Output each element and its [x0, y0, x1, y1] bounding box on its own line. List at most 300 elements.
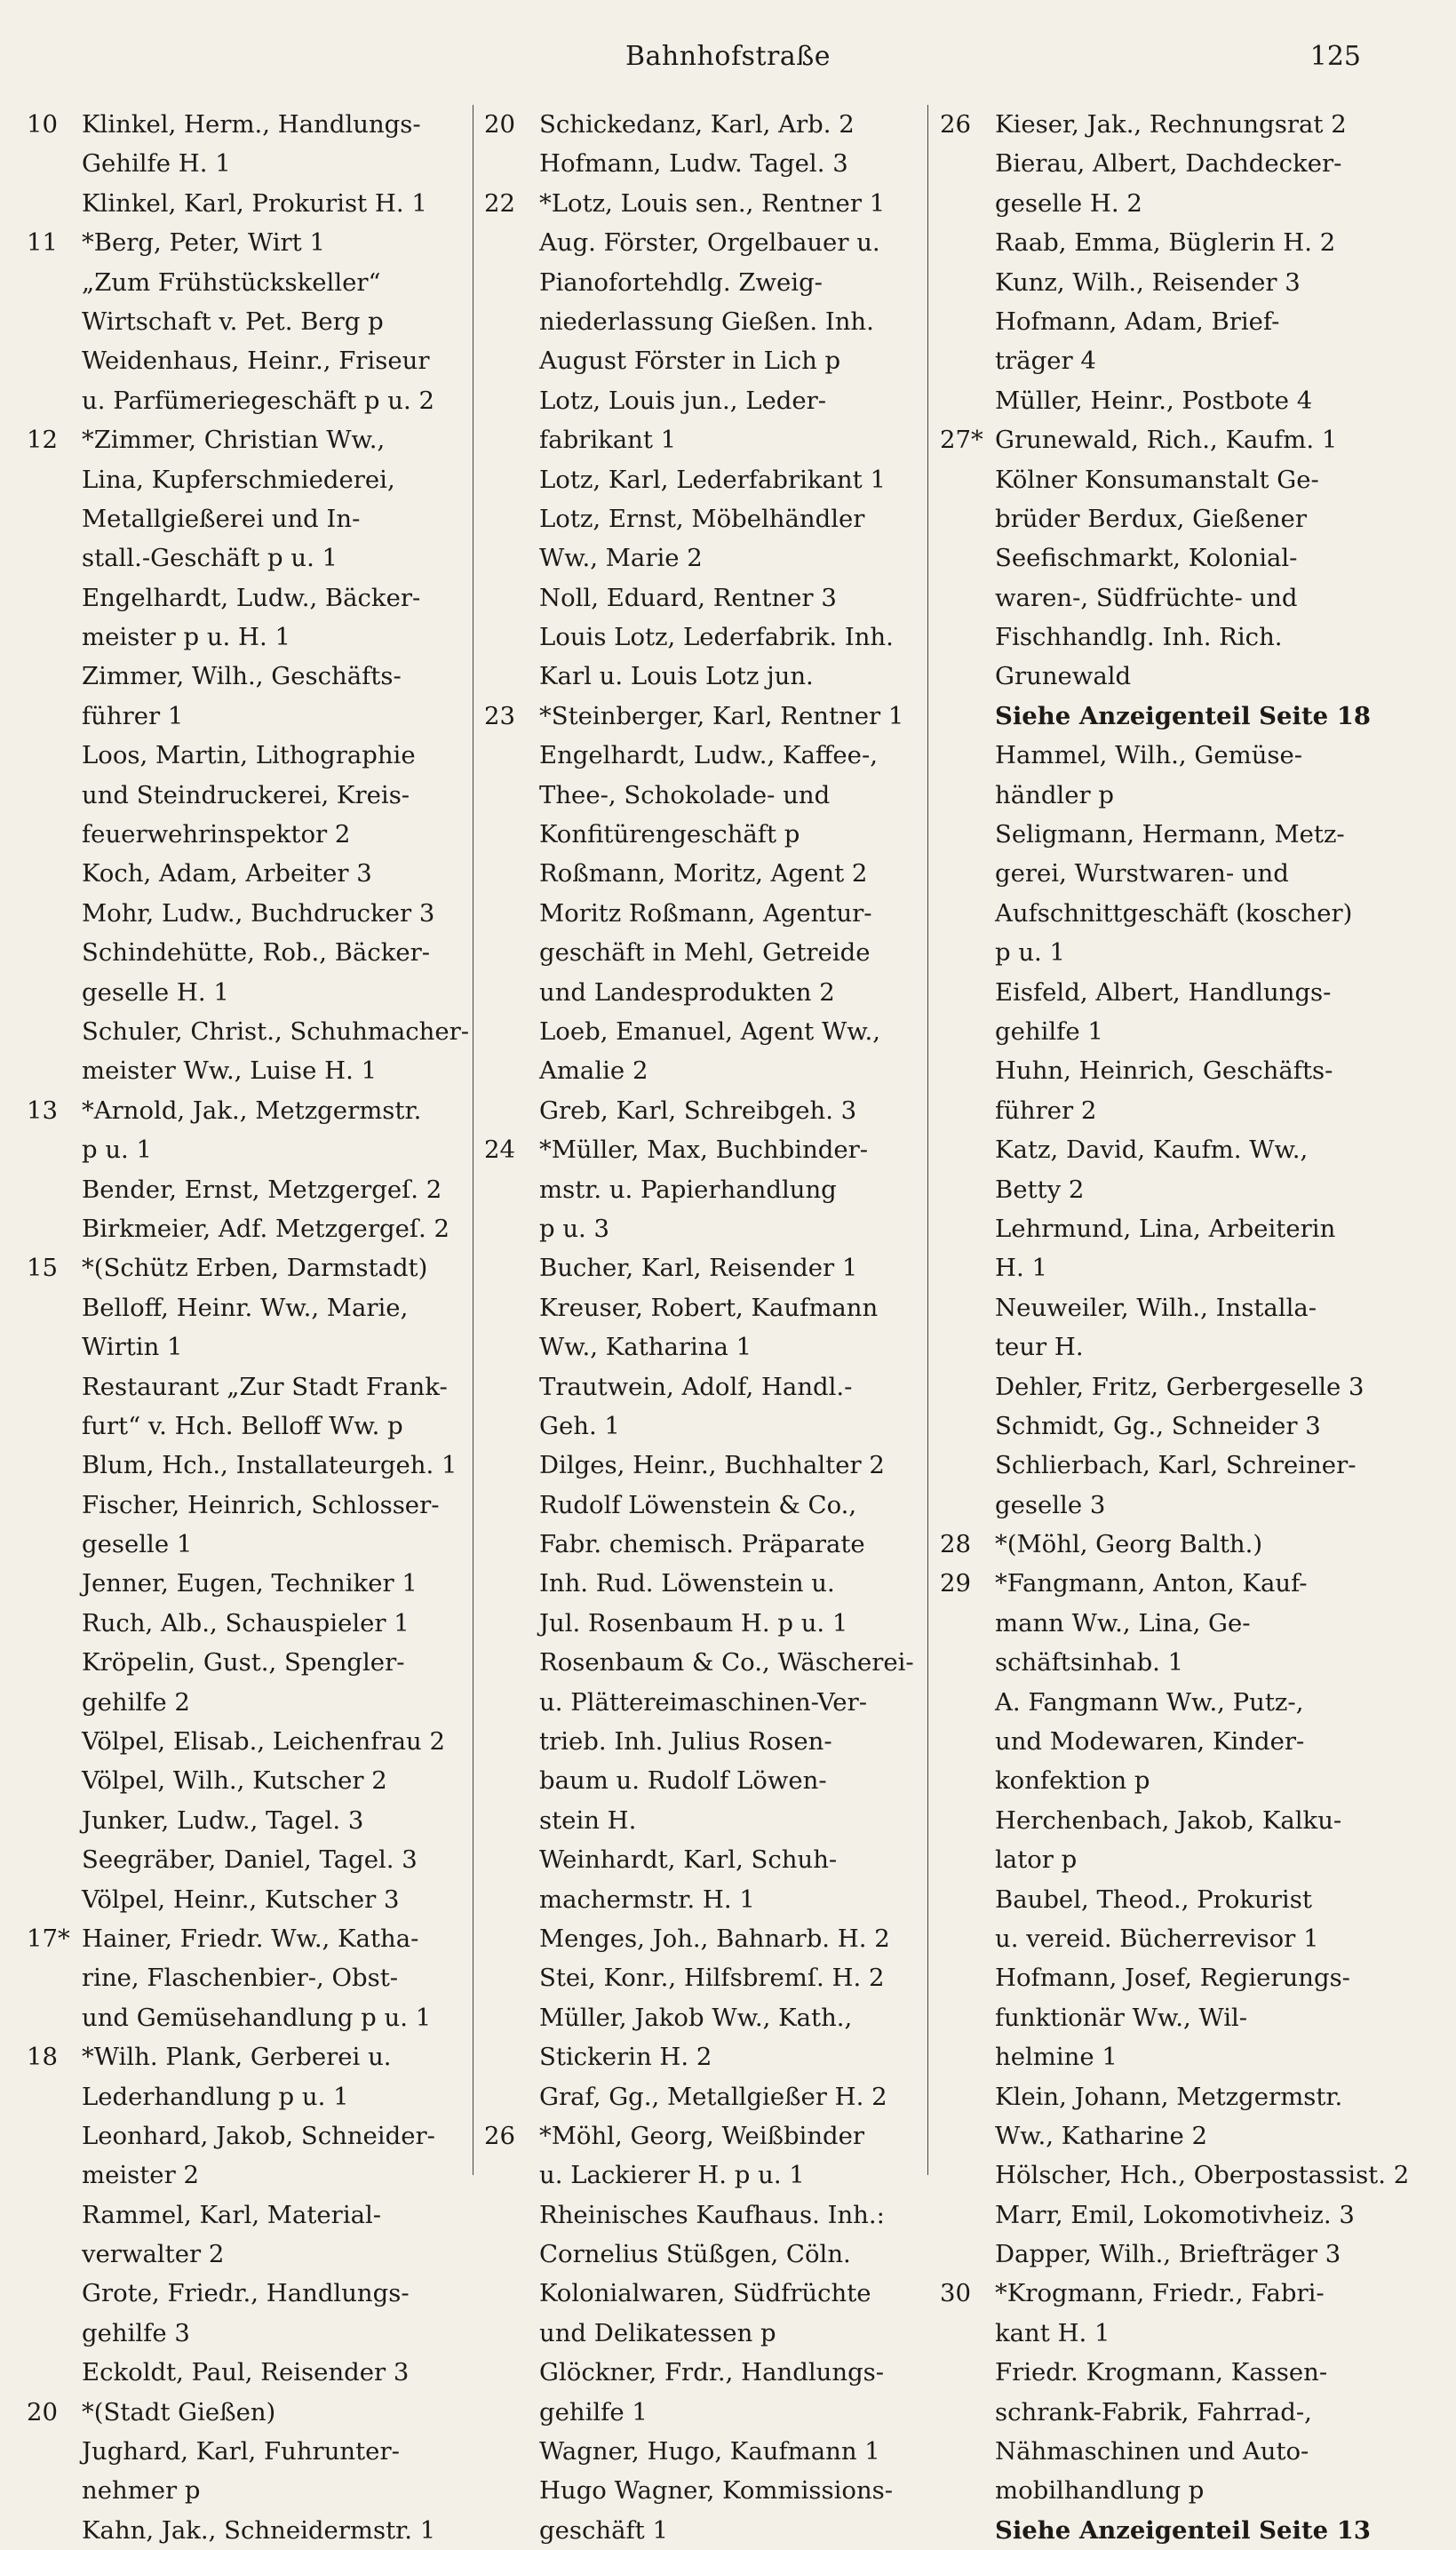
directory-line [940, 1643, 1381, 1682]
directory-line [940, 302, 1381, 341]
directory-line [484, 1327, 918, 1367]
directory-line [27, 1327, 464, 1367]
directory-line [940, 1288, 1381, 1327]
entry-text: August Förster in Lich p [539, 347, 841, 376]
entry-text: furt“ v. Hch. Belloff Ww. p [82, 1411, 403, 1440]
entry-text: u. Parfümeriegeschäft p u. 2 [82, 386, 434, 415]
house-number: 11 [27, 228, 58, 258]
directory-line [484, 2471, 918, 2510]
entry-text: machermstr. H. 1 [539, 1885, 755, 1914]
directory-line [484, 381, 918, 420]
entry-text: Eisfeld, Albert, Handlungs- [995, 977, 1332, 1007]
directory-line [940, 2235, 1381, 2274]
directory-line [27, 2471, 464, 2510]
entry-text: *Zimmer, Christian Ww., [82, 426, 386, 455]
directory-line [484, 263, 918, 302]
directory-line [940, 1248, 1381, 1287]
entry-text: Birkmeier, Adf. Metzgergeſ. 2 [82, 1214, 450, 1243]
directory-line [940, 1209, 1381, 1248]
column-middle [484, 105, 918, 2545]
directory-line [27, 697, 464, 736]
entry-text: und Modewaren, Kinder- [995, 1727, 1305, 1757]
entry-text: Seegräber, Daniel, Tagel. 3 [82, 1845, 418, 1875]
entry-text: Koch, Adam, Arbeiter 3 [82, 859, 372, 889]
directory-line [484, 657, 918, 696]
entry-text: mstr. u. Papierhandlung [539, 1175, 837, 1204]
house-number: 12 [27, 426, 58, 455]
directory-line [27, 499, 464, 538]
house-number: 17* [27, 1924, 70, 1953]
directory-line [484, 2077, 918, 2116]
directory-line [484, 815, 918, 854]
directory-line [940, 381, 1381, 420]
directory-line [940, 2314, 1381, 2353]
entry-text: kant H. 1 [995, 2318, 1110, 2347]
directory-line [27, 1367, 464, 1406]
directory-line [27, 2393, 464, 2432]
directory-line [484, 2274, 918, 2313]
entry-text: waren-, Südfrüchte- und [995, 583, 1298, 612]
directory-line [940, 223, 1381, 262]
directory-line [940, 1840, 1381, 1879]
entry-text: Lotz, Ernst, Möbelhändler [539, 504, 865, 533]
directory-line [484, 223, 918, 262]
directory-line [484, 1958, 918, 1997]
house-number: 22 [484, 188, 515, 218]
entry-text: Noll, Eduard, Rentner 3 [539, 583, 837, 612]
entry-text: Kölner Konsumanstalt Ge- [995, 465, 1319, 494]
directory-line [940, 1880, 1381, 1919]
entry-text: *Fangmann, Anton, Kauf- [995, 1569, 1308, 1598]
entry-text: Betty 2 [995, 1175, 1085, 1204]
entry-text: brüder Berdux, Gießener [995, 504, 1307, 533]
directory-line [484, 144, 918, 183]
entry-text: Ww., Katharine 2 [995, 2121, 1208, 2150]
entry-text: niederlassung Gießen. Inh. [539, 307, 874, 336]
entry-text: Grunewald, Rich., Kaufm. 1 [995, 426, 1338, 455]
entry-text: Herchenbach, Jakob, Kalku- [995, 1805, 1342, 1835]
entry-text: Kahn, Jak., Schneidermstr. 1 [82, 2515, 436, 2545]
entry-text: Kolonialwaren, Südfrüchte [539, 2279, 871, 2308]
entry-text: mobilhandlung p [995, 2476, 1205, 2506]
house-number: 20 [27, 2397, 58, 2426]
directory-line [484, 302, 918, 341]
directory-line [27, 973, 464, 1012]
entry-text: gehilfe 1 [539, 2397, 648, 2426]
entry-text: u. Lackierer H. p u. 1 [539, 2161, 805, 2190]
entry-text: Huhn, Heinrich, Geschäfts- [995, 1056, 1333, 1086]
entry-text: feuerwehrinspektor 2 [82, 820, 351, 849]
directory-line [27, 1722, 464, 1761]
entry-text: träger 4 [995, 347, 1096, 376]
entry-text: Kunz, Wilh., Reisender 3 [995, 267, 1301, 297]
house-number: 26 [484, 2121, 515, 2150]
directory-line [484, 973, 918, 1012]
directory-line [27, 105, 464, 144]
directory-line [27, 2195, 464, 2235]
entry-text: Schlierbach, Karl, Schreiner- [995, 1451, 1357, 1480]
entry-text: Völpel, Wilh., Kutscher 2 [82, 1766, 387, 1796]
entry-text: Völpel, Heinr., Kutscher 3 [82, 1885, 400, 1914]
directory-line [940, 973, 1381, 1012]
entry-text: Hofmann, Adam, Brief- [995, 307, 1280, 336]
directory-line [484, 1486, 918, 1525]
directory-line [27, 1248, 464, 1287]
directory-line [27, 736, 464, 775]
house-number: 29 [940, 1569, 971, 1598]
entry-text: und Delikatessen p [539, 2318, 776, 2347]
directory-line [27, 578, 464, 618]
directory-line [484, 618, 918, 657]
entry-text: konfektion p [995, 1766, 1150, 1796]
entry-text: u. Plättereimaschinen-Ver- [539, 1687, 868, 1717]
directory-line [27, 2432, 464, 2471]
entry-text: Konfitürengeschäft p [539, 820, 800, 849]
directory-line [940, 933, 1381, 972]
entry-text: und Landesprodukten 2 [539, 977, 835, 1007]
entry-text: Klein, Johann, Metzgermstr. [995, 2082, 1343, 2111]
entry-text: geselle 1 [82, 1530, 193, 1559]
house-number: 20 [484, 110, 515, 139]
directory-line [484, 1446, 918, 1485]
directory-line [484, 1604, 918, 1643]
directory-line [27, 1801, 464, 1840]
house-number: 18 [27, 2043, 58, 2072]
entry-text: geschäft 1 [539, 2515, 668, 2545]
entry-text: schäftsinhab. 1 [995, 1648, 1184, 1677]
directory-line [940, 894, 1381, 933]
directory-line [484, 2116, 918, 2156]
entry-text: Junker, Ludw., Tagel. 3 [82, 1805, 364, 1835]
directory-line [27, 1130, 464, 1169]
directory-line [940, 618, 1381, 657]
entry-text: Gehilfe H. 1 [82, 149, 231, 179]
directory-line [940, 2353, 1381, 2392]
directory-line [940, 854, 1381, 893]
directory-line [27, 1761, 464, 1800]
entry-text: u. vereid. Bücherrevisor 1 [995, 1924, 1319, 1953]
entry-text: Stei, Konr., Hilfsbremſ. H. 2 [539, 1964, 885, 1993]
directory-line [940, 815, 1381, 854]
directory-line [27, 1486, 464, 1525]
entry-text: Kreuser, Robert, Kaufmann [539, 1293, 879, 1322]
directory-line [27, 263, 464, 302]
entry-text: Aug. Förster, Orgelbauer u. [539, 228, 880, 258]
directory-line [940, 2274, 1381, 2313]
directory-line [484, 420, 918, 459]
directory-line [484, 499, 918, 538]
directory-line [484, 1012, 918, 1051]
entry-text: geschäft in Mehl, Getreide [539, 938, 871, 968]
directory-line [27, 776, 464, 815]
directory-line [27, 1604, 464, 1643]
entry-text: Hölscher, Hch., Oberpostassist. 2 [995, 2161, 1410, 2190]
entry-text: Hofmann, Ludw. Tagel. 3 [539, 149, 848, 179]
directory-line [27, 2235, 464, 2274]
directory-line [484, 2314, 918, 2353]
entry-text: Jul. Rosenbaum H. p u. 1 [539, 1608, 848, 1638]
directory-line [27, 2077, 464, 2116]
directory-line [940, 1722, 1381, 1761]
entry-text: Restaurant „Zur Stadt Frank- [82, 1372, 448, 1401]
entry-text: rine, Flaschenbier-, Obst- [82, 1964, 399, 1993]
entry-text: und Gemüsehandlung p u. 1 [82, 2003, 432, 2032]
house-number: 10 [27, 110, 58, 139]
entry-text: meister 2 [82, 2161, 199, 2190]
directory-line [27, 302, 464, 341]
entry-text: Schickedanz, Karl, Arb. 2 [539, 110, 855, 139]
entry-text: Karl u. Louis Lotz jun. [539, 662, 814, 691]
directory-line [940, 2195, 1381, 2235]
entry-text: Jenner, Eugen, Techniker 1 [82, 1569, 418, 1598]
entry-text: *Arnold, Jak., Metzgermstr. [82, 1096, 422, 1125]
entry-text: Loeb, Emanuel, Agent Ww., [539, 1016, 880, 1046]
entry-text: nehmer p [82, 2476, 201, 2506]
entry-text: Lotz, Karl, Lederfabrikant 1 [539, 465, 886, 494]
directory-line [27, 854, 464, 893]
directory-line [27, 1919, 464, 1958]
entry-text: *Wilh. Plank, Gerberei u. [82, 2043, 392, 2072]
entry-text: Pianofortehdlg. Zweig- [539, 267, 823, 297]
directory-line [484, 1840, 918, 1879]
directory-line [940, 2037, 1381, 2076]
directory-line [940, 736, 1381, 775]
directory-line [940, 657, 1381, 696]
directory-columns [0, 105, 1456, 2545]
entry-text: Stickerin H. 2 [539, 2043, 712, 2072]
entry-text: Kröpelin, Gust., Spengler- [82, 1648, 405, 1677]
entry-text: geselle H. 2 [995, 188, 1142, 218]
directory-line [27, 933, 464, 972]
entry-text: Moritz Roßmann, Agentur- [539, 898, 872, 928]
directory-line [27, 381, 464, 420]
directory-line [484, 2511, 918, 2550]
directory-line [27, 1288, 464, 1327]
directory-line [484, 2393, 918, 2432]
directory-line [27, 657, 464, 696]
entry-text: Metallgießerei und In- [82, 504, 361, 533]
directory-line [484, 1801, 918, 1840]
entry-text: Ww., Marie 2 [539, 544, 703, 573]
entry-text: Engelhardt, Ludw., Kaffee-, [539, 741, 878, 770]
directory-line [940, 1761, 1381, 1800]
directory-line [940, 341, 1381, 380]
entry-text: Siehe Anzeigenteil Seite 18 [995, 701, 1371, 730]
directory-line [27, 2511, 464, 2550]
directory-line [27, 2116, 464, 2156]
entry-text: *Möhl, Georg, Weißbinder [539, 2121, 865, 2150]
entry-text: Ww., Katharina 1 [539, 1333, 752, 1362]
directory-line [940, 1486, 1381, 1525]
entry-text: Völpel, Elisab., Leichenfrau 2 [82, 1727, 445, 1757]
directory-line [484, 341, 918, 380]
entry-text: teur H. [995, 1333, 1084, 1362]
directory-line [27, 184, 464, 223]
entry-text: Blum, Hch., Installateurgeh. 1 [82, 1451, 457, 1480]
entry-text: Hofmann, Josef, Regierungs- [995, 1964, 1350, 1993]
directory-line [940, 1801, 1381, 1840]
entry-text: Schindehütte, Rob., Bäcker- [82, 938, 431, 968]
entry-text: lator p [995, 1845, 1078, 1875]
house-number: 27* [940, 426, 983, 455]
entry-text: führer 1 [82, 701, 184, 730]
entry-text: Hammel, Wilh., Gemüse- [995, 741, 1303, 770]
directory-line [940, 2471, 1381, 2510]
directory-line [940, 1327, 1381, 1367]
entry-text: *Lotz, Louis sen., Rentner 1 [539, 188, 886, 218]
entry-text: helmine 1 [995, 2043, 1118, 2072]
entry-text: Seligmann, Hermann, Metz- [995, 820, 1345, 849]
directory-line [484, 894, 918, 933]
directory-line [940, 1130, 1381, 1169]
directory-line [27, 1880, 464, 1919]
entry-text: Inh. Rud. Löwenstein u. [539, 1569, 835, 1598]
directory-line [27, 460, 464, 499]
house-number: 30 [940, 2279, 971, 2308]
entry-text: p u. 3 [539, 1214, 610, 1243]
directory-line [27, 1446, 464, 1485]
entry-text: Thee-, Schokolade- und [539, 780, 831, 809]
entry-text: Hainer, Friedr. Ww., Katha- [82, 1924, 419, 1953]
directory-line [940, 460, 1381, 499]
entry-text: Wagner, Hugo, Kaufmann 1 [539, 2437, 880, 2466]
house-number: 26 [940, 110, 971, 139]
entry-text: meister p u. H. 1 [82, 623, 290, 652]
directory-line [484, 2235, 918, 2274]
directory-line [940, 2432, 1381, 2471]
entry-text: Klinkel, Herm., Handlungs- [82, 110, 421, 139]
entry-text: trieb. Inh. Julius Rosen- [539, 1727, 832, 1757]
entry-text: schrank-Fabrik, Fahrrad-, [995, 2397, 1312, 2426]
directory-line [27, 1958, 464, 1997]
entry-text: Loos, Martin, Lithographie [82, 741, 416, 770]
entry-text: Bender, Ernst, Metzgergeſ. 2 [82, 1175, 442, 1204]
directory-line [940, 499, 1381, 538]
directory-line [27, 1012, 470, 1051]
entry-text: meister Ww., Luise H. 1 [82, 1056, 378, 1086]
directory-line [940, 776, 1381, 815]
entry-text: Dapper, Wilh., Briefträger 3 [995, 2240, 1341, 2269]
house-number: 23 [484, 701, 515, 730]
entry-text: *(Stadt Gießen) [82, 2397, 276, 2426]
directory-line [27, 1683, 464, 1722]
directory-line [940, 263, 1381, 302]
directory-line [484, 1683, 918, 1722]
directory-line [940, 538, 1381, 578]
entry-text: Menges, Joh., Bahnarb. H. 2 [539, 1924, 890, 1953]
entry-text: Dilges, Heinr., Buchhalter 2 [539, 1451, 885, 1480]
directory-line [940, 2116, 1381, 2156]
directory-line [484, 1643, 918, 1682]
entry-text: Rammel, Karl, Material- [82, 2200, 382, 2229]
entry-text: Hugo Wagner, Kommissions- [539, 2476, 894, 2506]
directory-line [484, 1525, 918, 1564]
entry-text: Lina, Kupferschmiederei, [82, 465, 395, 494]
directory-line [27, 2274, 464, 2313]
entry-text: Katz, David, Kaufm. Ww., [995, 1136, 1309, 1165]
entry-text: geselle H. 1 [82, 977, 229, 1007]
directory-line [940, 1919, 1381, 1958]
page-header [0, 0, 1456, 80]
directory-line [27, 1525, 464, 1564]
entry-text: Klinkel, Karl, Prokurist H. 1 [82, 188, 427, 218]
page-number: 125 [1309, 41, 1361, 72]
directory-line [27, 1643, 464, 1682]
entry-text: Seefischmarkt, Kolonial- [995, 544, 1298, 573]
advert-reference [940, 697, 1381, 736]
column-left [27, 105, 470, 2545]
directory-line [27, 2314, 464, 2353]
entry-text: Zimmer, Wilh., Geschäfts- [82, 662, 402, 691]
directory-line [484, 1367, 918, 1406]
directory-line [27, 538, 464, 578]
entry-text: „Zum Frühstückskeller“ [82, 267, 381, 297]
directory-line [940, 1012, 1381, 1051]
entry-text: Engelhardt, Ludw., Bäcker- [82, 583, 421, 612]
directory-line [940, 1446, 1381, 1485]
entry-text: und Steindruckerei, Kreis- [82, 780, 410, 809]
entry-text: Neuweiler, Wilh., Installa- [995, 1293, 1317, 1322]
directory-line [484, 1051, 918, 1090]
entry-text: Ruch, Alb., Schauspieler 1 [82, 1608, 410, 1638]
directory-line [27, 1091, 464, 1130]
directory-line [484, 2353, 918, 2392]
directory-line [27, 144, 464, 183]
directory-line [484, 854, 918, 893]
directory-line [484, 1130, 918, 1169]
house-number: 24 [484, 1136, 515, 1165]
directory-line [484, 184, 918, 223]
entry-text: Weinhardt, Karl, Schuh- [539, 1845, 838, 1875]
entry-text: Lotz, Louis jun., Leder- [539, 386, 827, 415]
directory-line [484, 2195, 918, 2235]
entry-text: Grunewald [995, 662, 1132, 691]
entry-text: Rosenbaum & Co., Wäscherei- [539, 1648, 914, 1677]
entry-text: Raab, Emma, Büglerin H. 2 [995, 228, 1336, 258]
running-title: Bahnhofstraße [625, 41, 831, 72]
directory-line [484, 2037, 918, 2076]
directory-line [484, 1919, 918, 1958]
entry-text: Müller, Jakob Ww., Kath., [539, 2003, 853, 2032]
entry-text: Glöckner, Frdr., Handlungs- [539, 2358, 885, 2387]
entry-text: funktionär Ww., Wil- [995, 2003, 1248, 2032]
directory-line [27, 420, 464, 459]
entry-text: p u. 1 [995, 938, 1066, 968]
entry-text: gehilfe 1 [995, 1016, 1103, 1046]
entry-text: Wirtin 1 [82, 1333, 183, 1362]
entry-text: Schmidt, Gg., Schneider 3 [995, 1411, 1321, 1440]
directory-line [940, 105, 1381, 144]
entry-text: Jughard, Karl, Fuhrunter- [82, 2437, 400, 2466]
entry-text: Eckoldt, Paul, Reisender 3 [82, 2358, 410, 2387]
directory-line [27, 1998, 464, 2037]
directory-line [484, 1722, 918, 1761]
directory-line [940, 1091, 1381, 1130]
entry-text: Weidenhaus, Heinr., Friseur [82, 347, 430, 376]
directory-line [940, 144, 1381, 183]
directory-line [27, 618, 464, 657]
directory-line [940, 1406, 1381, 1446]
entry-text: Louis Lotz, Lederfabrik. Inh. [539, 623, 894, 652]
entry-text: H. 1 [995, 1254, 1047, 1283]
directory-line [484, 1248, 918, 1287]
directory-line [484, 1761, 918, 1800]
directory-line [484, 776, 918, 815]
advert-reference [940, 2511, 1381, 2550]
directory-line [940, 1958, 1381, 1997]
directory-line [940, 1051, 1381, 1090]
entry-text: *Krogmann, Friedr., Fabri- [995, 2279, 1325, 2308]
